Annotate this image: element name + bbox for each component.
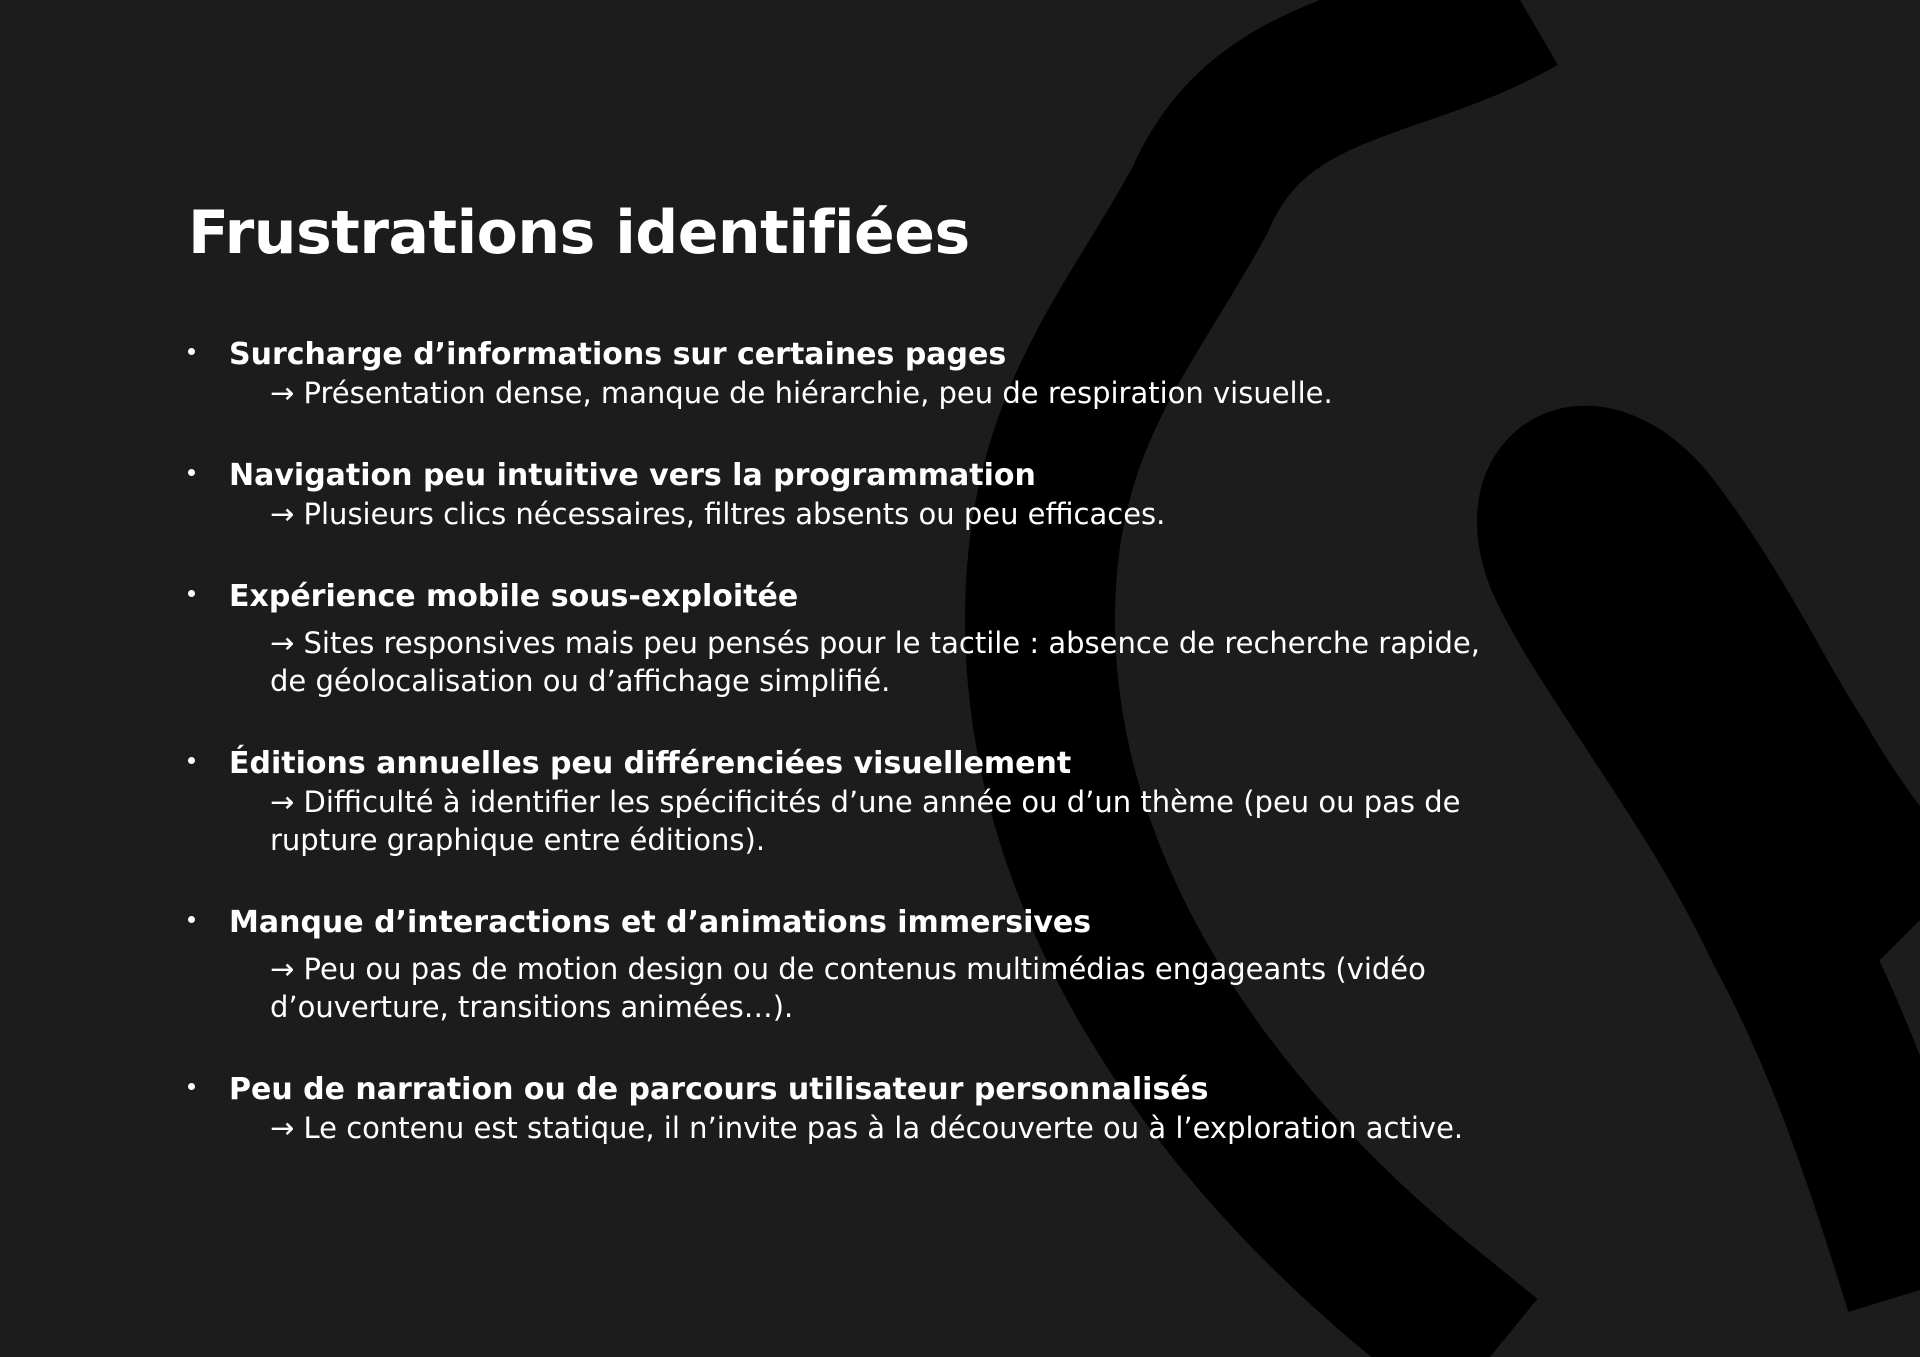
bullet-icon	[188, 1083, 195, 1090]
point-title: Expérience mobile sous-exploitée	[229, 579, 799, 614]
bullet-icon	[188, 469, 195, 476]
point-title: Éditions annuelles peu différenciées visuellement	[229, 746, 1072, 781]
bullet-icon	[188, 348, 195, 355]
point-title: Surcharge d’informations sur certaines pages	[229, 337, 1007, 372]
point-detail: → Présentation dense, manque de hiérarchie, peu de respiration visuelle.	[270, 376, 1333, 410]
bullet-icon	[188, 916, 195, 923]
list-item	[188, 578, 1488, 700]
point-detail: → Difficulté à identifier les spécificités d’une année ou d’un thème (peu ou pas de rupture graphique entre éditions).	[270, 785, 1461, 857]
list-item	[188, 904, 1488, 1026]
point-title: Peu de narration ou de parcours utilisateur personnalisés	[229, 1072, 1209, 1107]
frustrations-list	[188, 336, 1488, 1147]
bullet-icon	[188, 590, 195, 597]
page-title: Frustrations identifiées	[188, 198, 970, 268]
list-item	[188, 745, 1488, 859]
point-title: Manque d’interactions et d’animations immersives	[229, 905, 1092, 940]
bullet-icon	[188, 757, 195, 764]
point-detail: → Peu ou pas de motion design ou de contenus multimédias engageants (vidéo d’ouverture, transitions animées…).	[270, 952, 1426, 1024]
point-detail: → Plusieurs clics nécessaires, filtres absents ou peu efficaces.	[270, 497, 1166, 531]
content-area	[188, 200, 1488, 1192]
logo-inner-stroke	[1552, 481, 1920, 1290]
list-item	[188, 1071, 1488, 1147]
point-detail: → Sites responsives mais peu pensés pour le tactile : absence de recherche rapide, de géolocalisation ou d’affichage simplifié.	[270, 626, 1480, 698]
list-item	[188, 336, 1488, 412]
point-title: Navigation peu intuitive vers la programmation	[229, 458, 1036, 493]
list-item	[188, 457, 1488, 533]
point-detail: → Le contenu est statique, il n’invite pas à la découverte ou à l’exploration active.	[270, 1111, 1464, 1145]
